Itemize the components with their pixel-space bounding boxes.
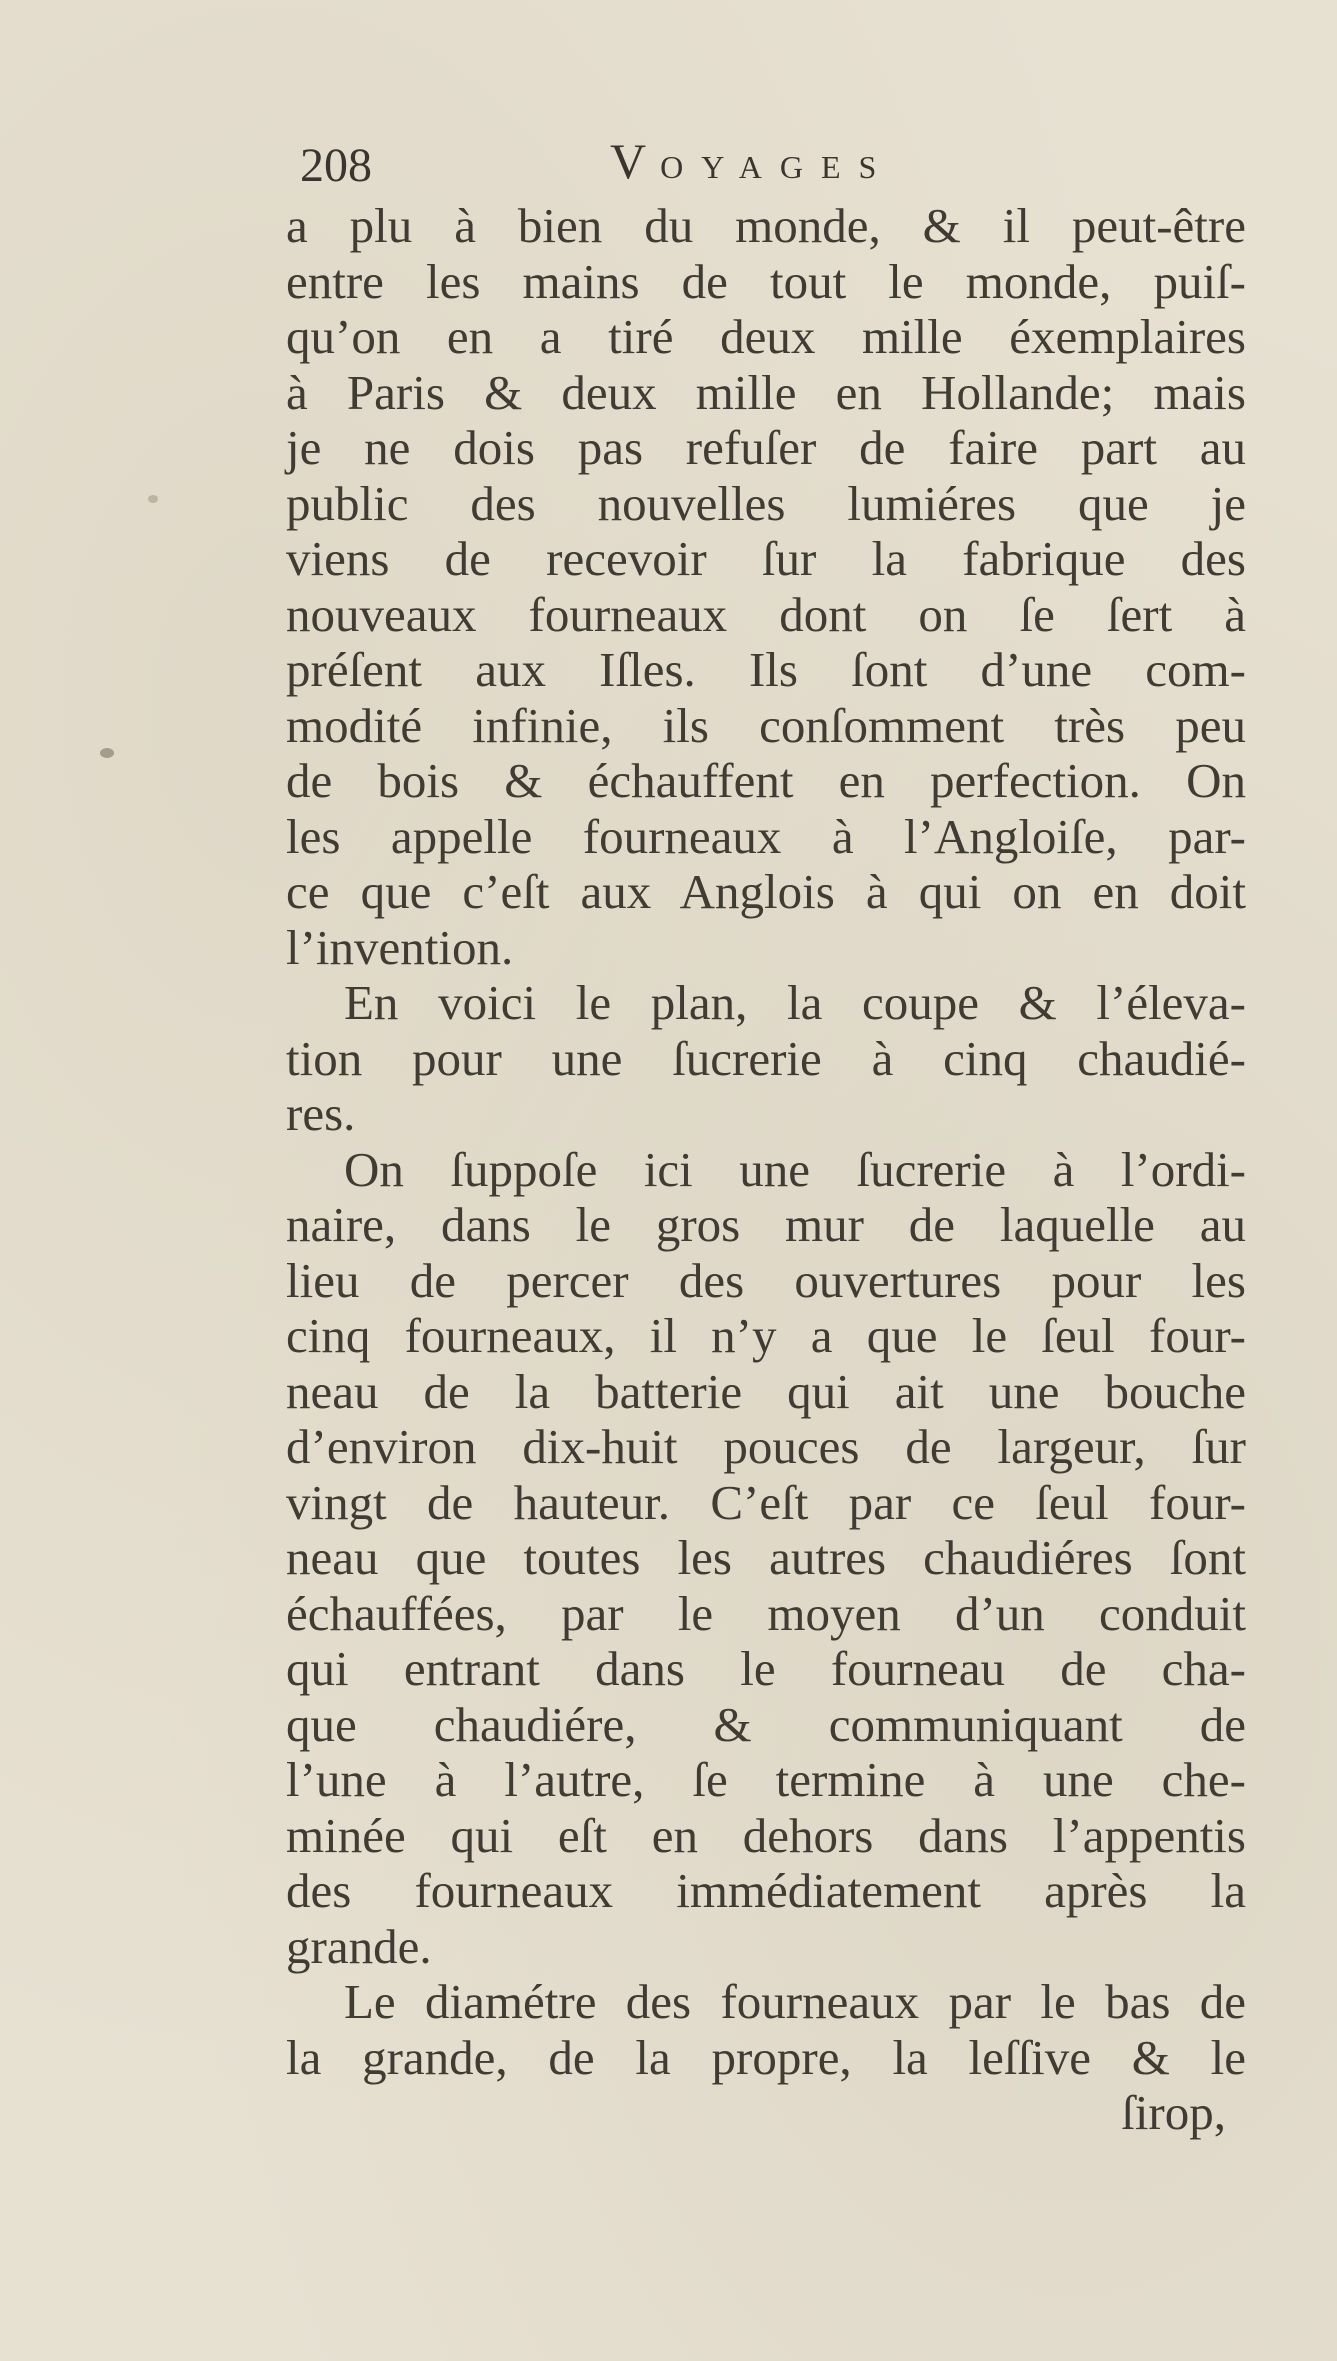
text-line: à Paris & deux mille en Hollande; mais [286, 364, 1246, 420]
text-line: des fourneaux immédiatement après la [286, 1863, 1246, 1918]
text-line: tion pour une ſucrerie à cinq chaudié- [286, 1030, 1246, 1086]
text-line: que chaudiére, & communiquant de [286, 1696, 1246, 1752]
text-line: entre les mains de tout le monde, puiſ- [286, 253, 1246, 309]
text-line: échauffées, par le moyen d’un conduit [286, 1585, 1246, 1641]
text-line: modité infinie, ils conſomment très peu [286, 697, 1246, 753]
ink-blot [100, 748, 114, 758]
running-head [300, 132, 960, 202]
text-line: qu’on en a tiré deux mille éxemplaires [286, 309, 1246, 364]
text-line: qui entrant dans le fourneau de cha- [286, 1641, 1246, 1696]
text-line: a plu à bien du monde, & il peut-être [286, 198, 1246, 253]
text-line: cinq fourneaux, il n’y a que le ſeul four- [286, 1308, 1246, 1363]
text-line: les appelle fourneaux à l’Angloiſe, par- [286, 808, 1246, 864]
catchword: ſirop, [1121, 2085, 1226, 2140]
text-line: viens de recevoir ſur la fabrique des [286, 531, 1246, 586]
text-line: de bois & échauffent en perfection. On [286, 753, 1246, 808]
body-text [286, 198, 1246, 2141]
text-line: préſent aux Iſles. Ils ſont d’une com- [286, 642, 1246, 697]
text-line: neau de la batterie qui ait une bouche [286, 1363, 1246, 1419]
text-line: nouveaux fourneaux dont on ſe ſert à [286, 586, 1246, 642]
text-line: vingt de hauteur. C’eſt par ce ſeul four- [286, 1474, 1246, 1530]
page-number: 208 [300, 139, 372, 192]
text-line: l’une à l’autre, ſe termine à une che- [286, 1752, 1246, 1807]
text-line: je ne dois pas refuſer de faire part au [286, 420, 1246, 475]
text-line-paragraph-start: On ſuppoſe ici une ſucrerie à l’ordi- [344, 1141, 1246, 1197]
text-line: la grande, de la propre, la leſſive & le [286, 2029, 1246, 2085]
text-line: ce que c’eſt aux Anglois à qui on en doit [286, 864, 1246, 919]
text-line: public des nouvelles lumiéres que je [286, 475, 1246, 531]
text-line: res. [286, 1086, 356, 1141]
text-line: l’invention. [286, 919, 514, 975]
text-line: lieu de percer des ouvertures pour les [286, 1252, 1246, 1308]
text-line: naire, dans le gros mur de laquelle au [286, 1197, 1246, 1252]
text-line-paragraph-start: Le diamétre des fourneaux par le bas de [344, 1974, 1246, 2029]
text-line: neau que toutes les autres chaudiéres ſont [286, 1530, 1246, 1585]
text-line: d’environ dix-huit pouces de largeur, ſur [286, 1419, 1246, 1474]
text-line: grande. [286, 1918, 432, 1974]
running-title [610, 132, 894, 190]
running-title-rest: OYAGES [660, 149, 895, 185]
running-title-initial: V [610, 133, 661, 189]
text-line-paragraph-start: En voici le plan, la coupe & l’éleva- [344, 975, 1246, 1030]
ink-blot [148, 495, 158, 503]
text-line: minée qui eſt en dehors dans l’appentis [286, 1807, 1246, 1863]
